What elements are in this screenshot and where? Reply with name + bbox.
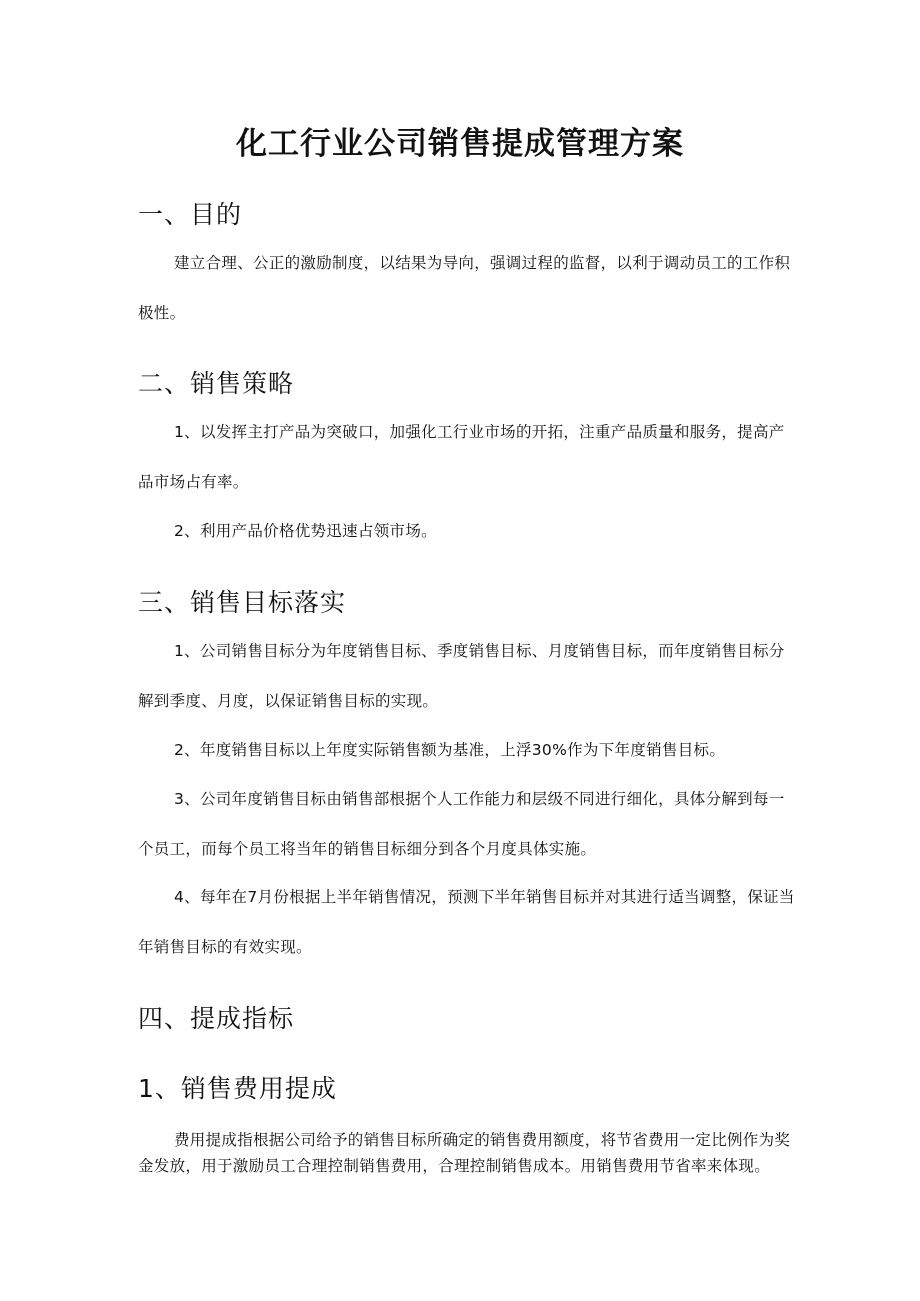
document-title: 化工行业公司销售提成管理方案	[236, 126, 684, 162]
section-heading-sales-strategy: 二、销售策略	[138, 369, 295, 398]
section-heading-purpose: 一、目的	[138, 200, 243, 229]
subsection-heading-sales-expense-commission: 1、销售费用提成	[138, 1074, 337, 1103]
paragraph-strategy-2: 2、利用产品价格优势迅速占领市场。	[174, 522, 437, 540]
section-heading-commission-indicators: 四、提成指标	[138, 1004, 295, 1033]
paragraph-targets-4: 4、每年在7月份根据上半年销售情况，预测下半年销售目标并对其进行适当调整，保证当年销售目标的有效实现。	[138, 888, 795, 956]
paragraph-strategy-1: 1、以发挥主打产品为突破口，加强化工行业市场的开拓，注重产品质量和服务，提高产品市场占有率。	[138, 423, 785, 491]
paragraph-expense-commission: 费用提成指根据公司给予的销售目标所确定的销售费用额度，将节省费用一定比例作为奖金发放，用于激励员工合理控制销售费用，合理控制销售成本。用销售费用节省率来体现。	[138, 1131, 791, 1175]
paragraph-targets-3: 3、公司年度销售目标由销售部根据个人工作能力和层级不同进行细化，具体分解到每一个员工，而每个员工将当年的销售目标细分到各个月度具体实施。	[138, 790, 785, 858]
paragraph-targets-1: 1、公司销售目标分为年度销售目标、季度销售目标、月度销售目标，而年度销售目标分解到季度、月度，以保证销售目标的实现。	[138, 642, 785, 710]
paragraph-purpose: 建立合理、公正的激励制度，以结果为导向，强调过程的监督，以利于调动员工的工作积极性。	[138, 254, 791, 322]
paragraph-targets-2: 2、年度销售目标以上年度实际销售额为基准，上浮30%作为下年度销售目标。	[174, 741, 726, 759]
section-heading-sales-targets: 三、销售目标落实	[138, 588, 347, 617]
